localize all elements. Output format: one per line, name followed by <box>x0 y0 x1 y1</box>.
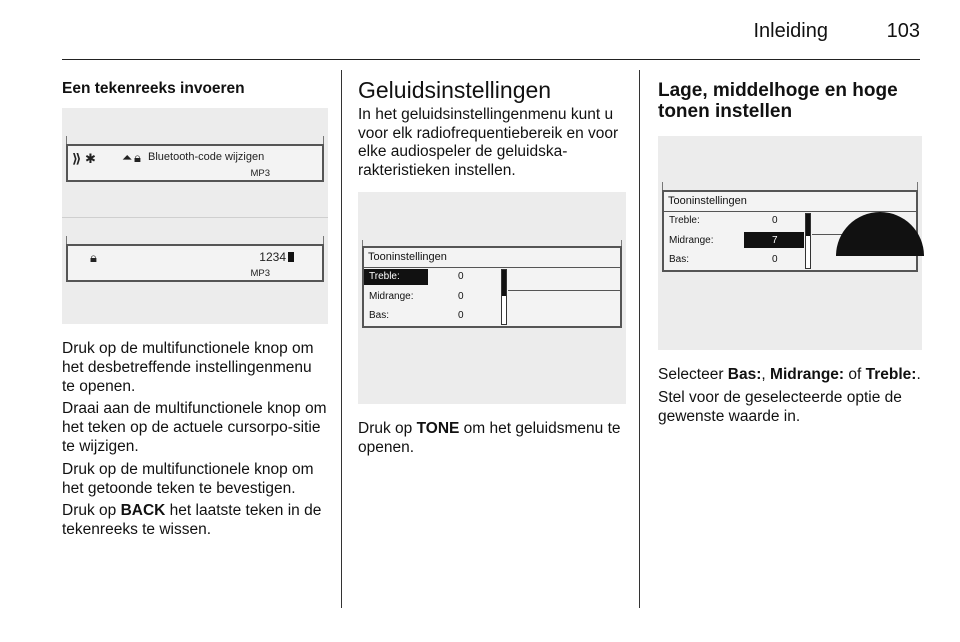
display-screen-1 <box>66 144 324 182</box>
display-illustration-tone-adjust <box>658 136 922 350</box>
bluetooth-icon: ⟫ ✱ <box>72 151 96 166</box>
section-title: Inleiding <box>753 20 828 42</box>
column-divider <box>639 70 640 608</box>
source-label: MP3 <box>250 168 270 179</box>
midrange-value: 7 <box>772 235 778 246</box>
treble-keyword: Treble: <box>865 366 917 383</box>
bas-value: 0 <box>772 254 778 265</box>
page-number: 103 <box>886 20 920 42</box>
tone-keyword: TONE <box>416 420 460 437</box>
paragraph: Druk op TONE om het geluidsmenu te openen. <box>358 420 621 456</box>
screen-title: Tooninstellingen <box>368 251 447 263</box>
section-heading: Een tekenreeks invoeren <box>62 80 245 97</box>
midrange-label: Midrange: <box>369 291 414 302</box>
paragraph: Druk op BACK het laatste teken in de tekenreeks te wissen. <box>62 502 322 539</box>
level-bar <box>501 269 507 325</box>
source-label: MP3 <box>250 268 270 279</box>
paragraph: Draai aan de multifunctionele knop om het teken op de actuele cursorpo-sitie te wijzigen. <box>62 400 327 455</box>
section-heading: Lage, middelhoge en hoge tonen instellen <box>658 80 898 122</box>
paragraph: Druk op de multifunctionele knop om het desbetreffende instellingenmenu te openen. <box>62 340 314 395</box>
lock-icon: 🔒︎ <box>134 150 141 165</box>
screen-title: Bluetooth-code wijzigen <box>148 151 265 163</box>
column-2 <box>358 70 626 458</box>
tone-settings-screen <box>662 190 918 272</box>
midrange-value: 0 <box>458 291 464 302</box>
column-3 <box>658 70 922 426</box>
column-divider <box>341 70 342 608</box>
screen-title: Tooninstellingen <box>668 195 747 207</box>
bas-label: Bas: <box>369 310 390 321</box>
divider <box>62 217 328 218</box>
cursor-block <box>288 252 294 262</box>
intro-paragraph: In het geluidsinstellingenmenu kunt u voor elk radiofrequentiebereik en voor elke audiospeler de geluidska-rakteristieken instellen. <box>358 106 619 179</box>
display-illustration-tone <box>358 192 626 404</box>
bas-value: 0 <box>458 310 464 321</box>
bas-label: Bas: <box>669 254 690 265</box>
up-arrow-icon: ⏶ <box>122 150 133 165</box>
display-illustration-code-entry <box>62 108 328 324</box>
code-entry: 1234 <box>259 250 286 264</box>
page-header <box>62 0 920 60</box>
level-bar <box>805 213 811 269</box>
lock-icon: 🔒︎ <box>90 250 97 265</box>
treble-label: Treble: <box>369 271 400 282</box>
display-screen-2 <box>66 244 324 282</box>
back-keyword: BACK <box>120 502 166 520</box>
section-title-large: Geluidsinstellingen <box>358 77 552 103</box>
midrange-keyword: Midrange: <box>770 366 845 383</box>
midrange-curve <box>836 212 924 256</box>
midrange-label: Midrange: <box>669 235 714 246</box>
treble-value: 0 <box>458 271 464 282</box>
treble-value: 0 <box>772 215 778 226</box>
tone-settings-screen <box>362 246 622 328</box>
paragraph: Stel voor de geselecteerde optie de gewenste waarde in. <box>658 388 902 425</box>
paragraph: Druk op de multifunctionele knop om het getoonde teken te bevestigen. <box>62 460 314 497</box>
treble-label: Treble: <box>669 215 700 226</box>
paragraph: Selecteer Bas:, Midrange: of Treble:. <box>658 366 921 383</box>
column-1 <box>62 70 328 540</box>
bas-keyword: Bas: <box>727 366 762 383</box>
